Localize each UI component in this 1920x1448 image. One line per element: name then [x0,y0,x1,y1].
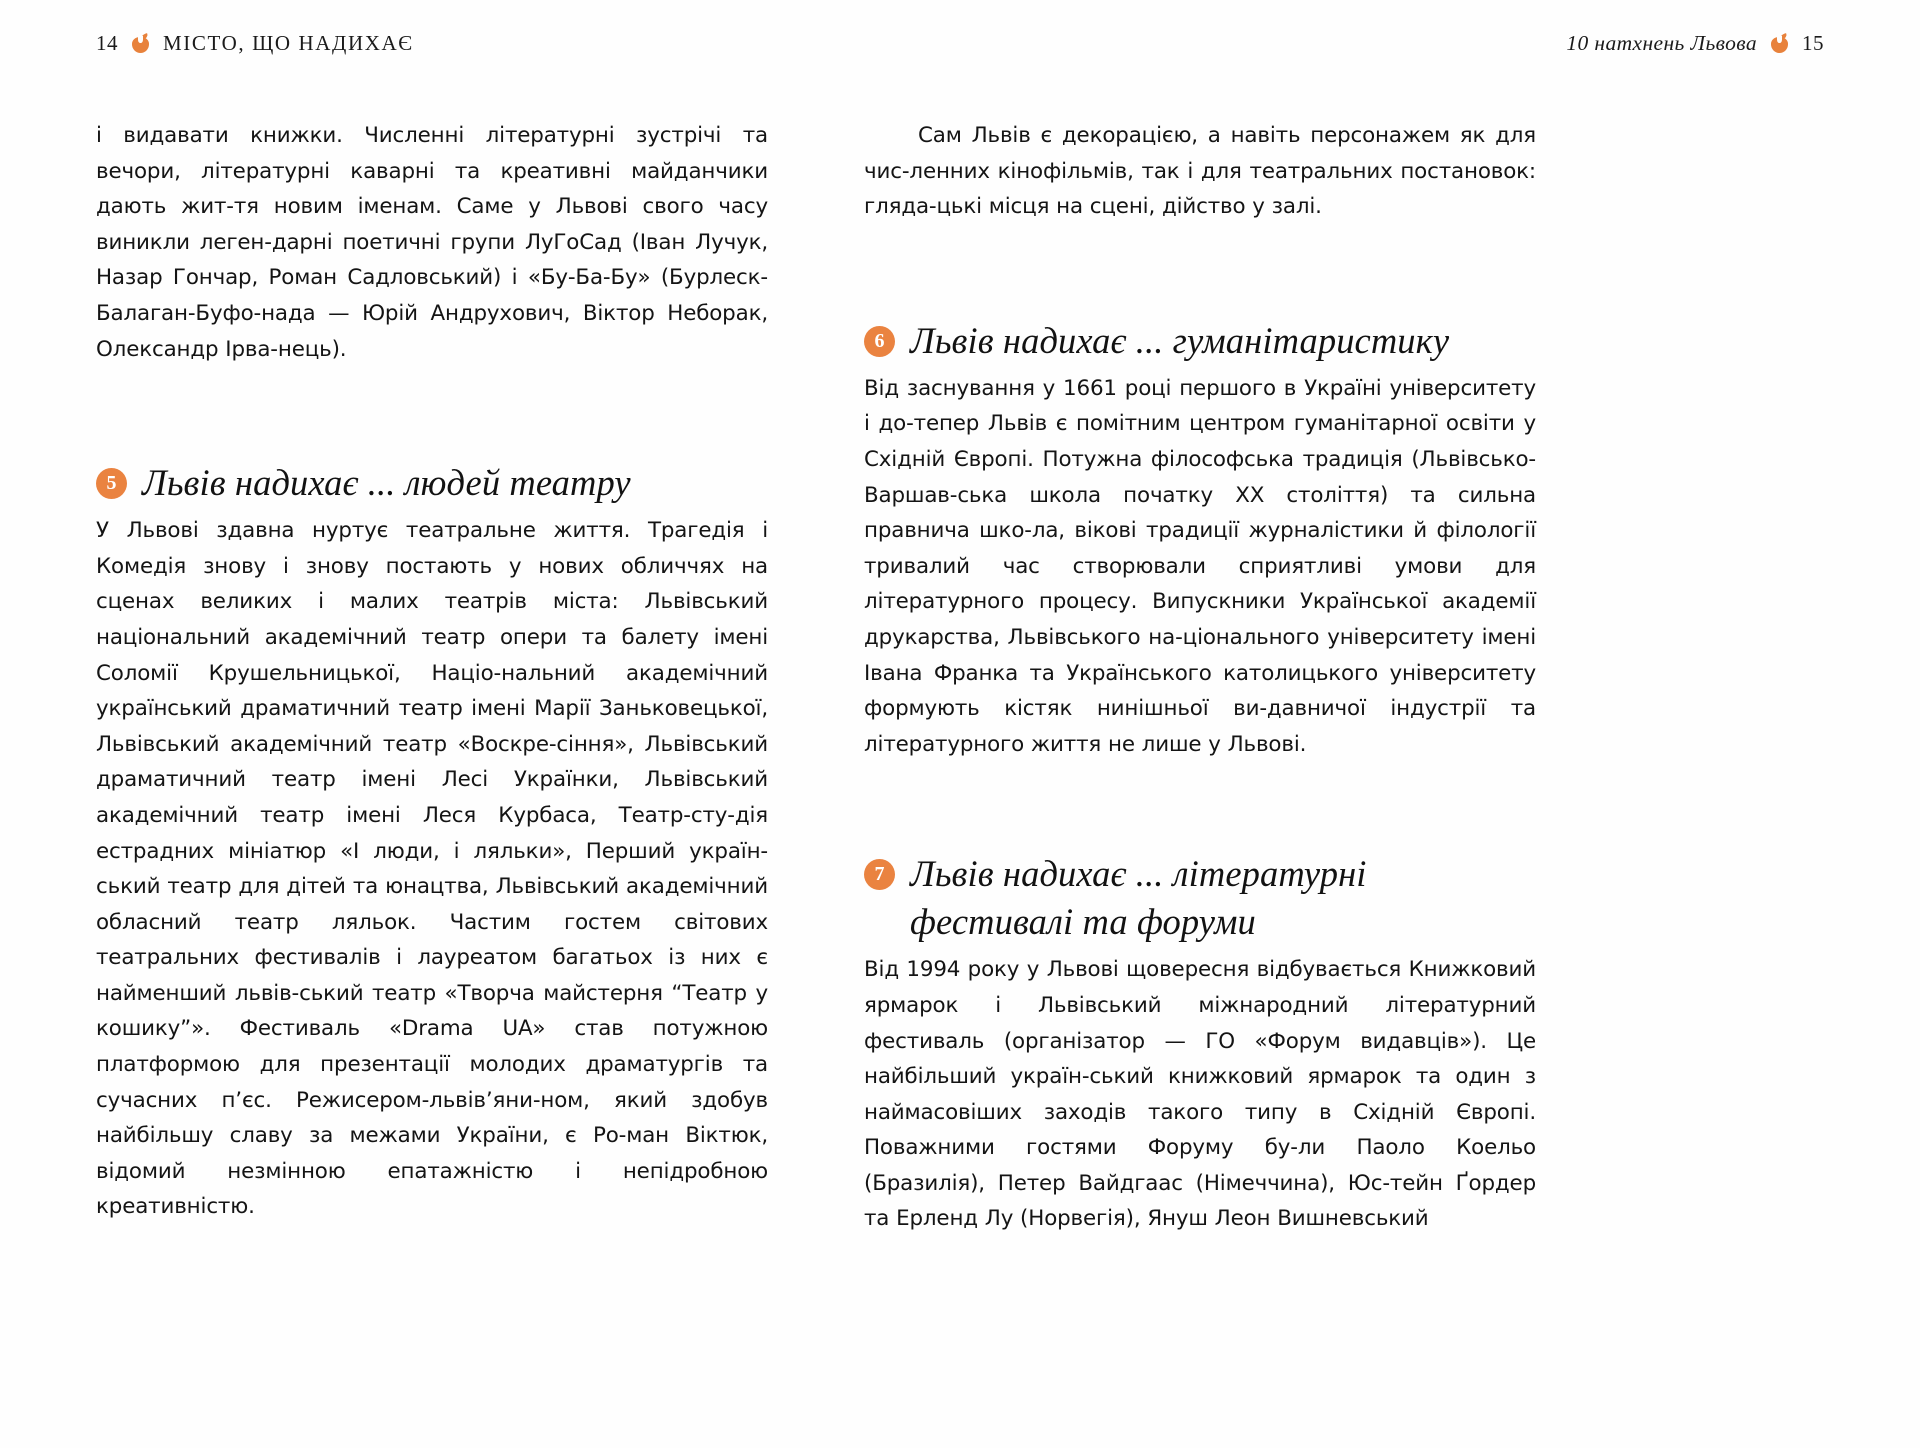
spacer [864,225,1536,317]
section-number-badge: 5 [96,468,127,499]
spacer [96,367,768,459]
page-number-right: 15 [1802,30,1824,55]
right-column [864,118,1536,1237]
intro-paragraph: Сам Львів є декорацією, а навіть персонажем як для чис-ленних кінофільмів, так і для театральних постановок: гляда-цькі місця на сцені, дійство у залі. [864,123,1536,220]
apple-ornament-icon [1771,34,1788,53]
running-head-title-left: МІСТО, ЩО НАДИХАЄ [163,30,414,55]
spread-columns [0,118,1920,1237]
section-5-body: У Львові здавна нуртує театральне життя. Трагедія і Комедія знову і знову постають у нових обличчях на сценах великих і малих театрів міста: Львівський національний академічний театр опери та балету імені Соломії Крушельницької, Націо-нальний академічний український драматичний театр імені Марії Заньковецької, Львівський академічний театр «Воскре-сіння», Львівський драматичний театр імені Лесі Українки, Львівський академічний театр імені Леся Курбаса, Театр-сту-дія естрадних мініатюр «І люди, і ляльки», Перший україн-ський театр для дітей та юнацтва, Львівський академічний обласний театр ляльок. Частим гостем світових театральних фестивалів і лауреатом багатьох із них є найменший львів-ський театр «Творча майстерня “Театр у кошику”». Фестиваль «Drama UA» став потужною платформою для презентації молодих драматургів та сучасних п’єс. Режисером-львів’яни-ном, який здобув найбільшу славу за межами України, є Ро-ман Віктюк, відомий незмінною епатажністю і непідробною креативністю. [96,518,768,1220]
section-title: Львів надихає ... гуманітаристику [910,319,1450,361]
paragraph-continuation: і видавати книжки. Численні літературні зустрічі та вечори, літературні каварні та креативні майданчики дають жит-тя новим іменам. Саме у Львові свого часу виникли леген-дарні поетичні групи ЛуГоСад (Іван Лучук, Назар Гончар, Роман Садловський) і «Бу-Ба-Бу» (Бурлеск-Балаган-Буфо-нада — Юрій Андрухович, Віктор Неборак, Олександр Ірва-нець). [96,123,768,362]
section-7-body: Від 1994 року у Львові щовересня відбувається Книжковий ярмарок і Львівський міжнародний літературний фестиваль (організатор — ГО «Форум видавців»). Це найбільший україн-ський книжковий ярмарок та один з наймасовіших заходів такого типу в Східній Європі. Поважними гостями Форуму бу-ли Паоло Коельо (Бразилія), Петер Вайдгаас (Німеччина), Юс-тейн Ґордер та Ерленд Лу (Норвегія), Януш Леон Вишневський [864,957,1536,1232]
left-column [96,118,768,1237]
section-heading-5 [96,459,768,507]
running-head-title-right: 10 натхнень Львова [1566,30,1757,55]
section-6-body: Від заснування у 1661 році першого в Україні університету і до-тепер Львів є помітним центром гуманітарної освіти у Східній Європі. Потужна філософська традиція (Львівсько-Варшав-ська школа початку ХХ століття) та сильна правнича шко-ла, вікові традиції журналістики й філології тривалий час створювали сприятливі умови для літературного процесу. Випускники Української академії друкарства, Львівського на-ціонального університету імені Івана Франка та Українського католицького університету формують кістяк нинішньої ви-давничої індустрії та літературного життя не лише у Львові. [864,375,1536,757]
page-number-left: 14 [96,30,118,55]
running-head-right [1566,26,1824,60]
spacer [864,762,1536,850]
section-number-badge: 7 [864,859,895,890]
section-title: Львів надихає ... людей театру [142,462,631,504]
section-title: Львів надихає ... літературні фестивалі та форуми [910,853,1367,943]
apple-ornament-icon [132,34,149,53]
section-heading-7 [864,850,1536,946]
running-head-left [96,26,414,60]
section-heading-6 [864,317,1536,365]
section-number-badge: 6 [864,326,895,357]
